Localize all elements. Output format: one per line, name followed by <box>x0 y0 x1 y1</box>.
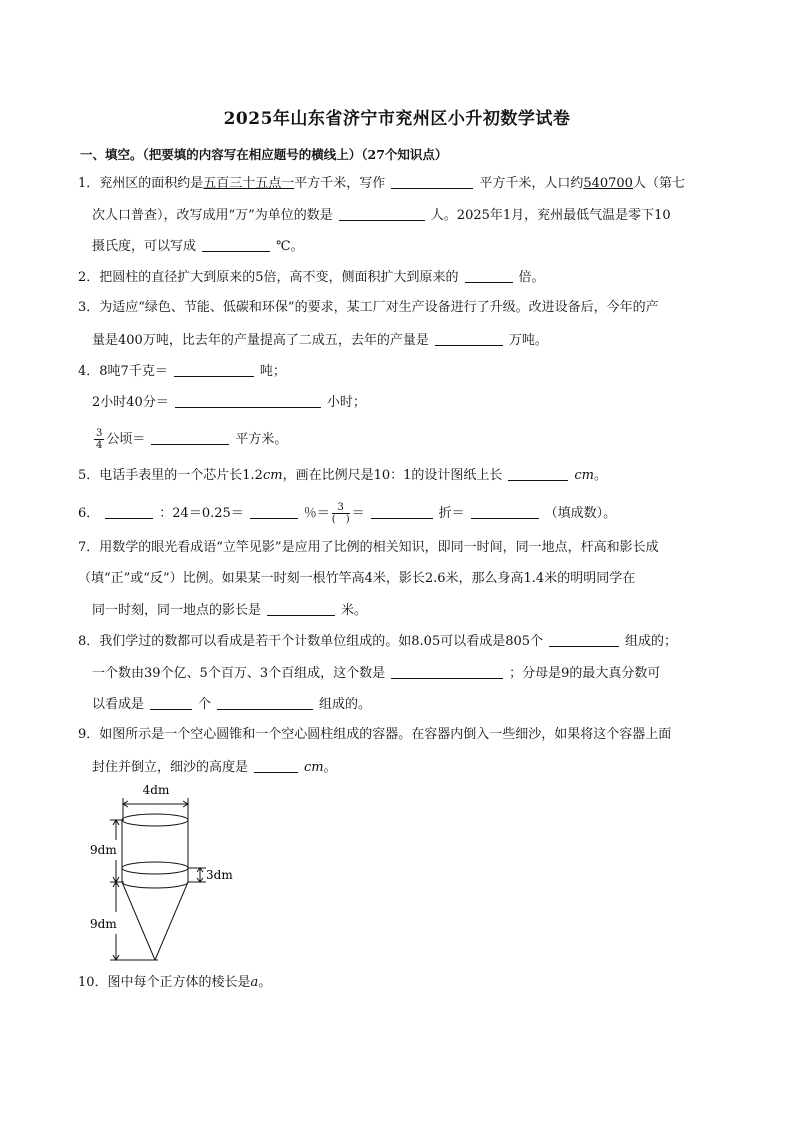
question-1-line-2: 次人口普查），改写成用“万”为单位的数是 人。2025年1月，兖州最低气温是零下10 <box>92 208 671 223</box>
cone-left-side <box>122 882 155 960</box>
answer-blank[interactable] <box>267 602 335 616</box>
sand-level <box>122 862 188 874</box>
answer-blank[interactable] <box>151 431 229 445</box>
answer-blank[interactable] <box>471 505 539 519</box>
label-4dm: 4dm <box>142 783 170 797</box>
page-title: 2025年山东省济宁市兖州区小升初数学试卷 <box>223 109 571 129</box>
question-3-line-1: 3．为适应“绿色、节能、低碳和环保”的要求，某工厂对生产设备进行了升级。改进设备后，今年的产 <box>78 300 659 315</box>
answer-blank[interactable] <box>150 696 192 710</box>
question-7-line-2: （填“正”或“反”）比例。如果某一时刻一根竹竿高4米，影长2.6米，那么身高1.4米的明明同学在 <box>78 571 636 586</box>
question-10: 10．图中每个正方体的棱长是a。 <box>78 975 272 990</box>
question-7-line-3: 同一时刻，同一地点的影长是 米。 <box>92 603 368 618</box>
question-1-line-3: 摄氏度，可以写成 ℃。 <box>92 239 304 254</box>
answer-blank[interactable] <box>105 505 153 519</box>
question-8-line-2: 一个数由39个亿、5个百万、3个百组成，这个数是 ；分母是9的最大真分数可 <box>92 666 661 681</box>
question-8-line-3: 以看成是 个 组成的。 <box>92 697 372 712</box>
answer-blank[interactable] <box>174 363 254 377</box>
cylinder-bottom <box>122 882 188 888</box>
answer-blank[interactable] <box>391 175 473 189</box>
label-9dm-bottom: 9dm <box>90 917 117 931</box>
answer-blank[interactable] <box>508 467 568 481</box>
question-8-line-1: 8．我们学过的数都可以看成是若干个计数单位组成的。如8.05可以看成是805个 组成的； <box>78 634 678 649</box>
answer-blank[interactable] <box>339 207 425 221</box>
answer-blank[interactable] <box>250 505 298 519</box>
fraction: $\frac{3}{4}$ <box>96 428 103 451</box>
answer-blank[interactable] <box>217 696 313 710</box>
question-5: 5．电话手表里的一个芯片长1.2cm，画在比例尺是10：1的设计图纸上长 cm。 <box>78 468 608 483</box>
answer-blank[interactable] <box>549 633 619 647</box>
answer-blank[interactable] <box>202 238 270 252</box>
fraction: $\frac{3}{( )}$ <box>331 502 350 525</box>
question-9-line-1: 9．如图所示是一个空心圆锥和一个空心圆柱组成的容器。在容器内倒入一些细沙，如果将这个容器上面 <box>78 727 672 742</box>
cylinder-top <box>122 814 188 826</box>
section-heading: 一、填空。（把要填的内容写在相应题号的横线上）（27个知识点） <box>80 147 448 162</box>
answer-blank[interactable] <box>371 505 433 519</box>
answer-blank[interactable] <box>465 269 513 283</box>
question-9-line-2: 封住并倒立，细沙的高度是 cm。 <box>92 760 337 775</box>
answer-blank[interactable] <box>391 665 503 679</box>
question-4-b: 2小时40分＝ 小时； <box>92 395 366 410</box>
question-3-line-2: 量是400万吨，比去年的产量提高了二成五，去年的产量是 万吨。 <box>92 333 548 348</box>
answer-blank[interactable] <box>254 759 298 773</box>
question-6: 6． ：24＝0.25＝ ％＝ $\frac{3}{( )}$ ＝ 折＝ （填成数）。 <box>78 502 617 525</box>
question-7-line-1: 7．用数学的眼光看成语“立竿见影”是应用了比例的相关知识，即同一时间，同一地点，杆高和影长成 <box>78 540 659 555</box>
question-4-a: 4．8吨7千克＝ 吨； <box>78 364 286 379</box>
answer-blank[interactable] <box>175 394 321 408</box>
label-9dm-top: 9dm <box>90 843 117 857</box>
question-2: 2．把圆柱的直径扩大到原来的5倍，高不变，侧面积扩大到原来的 倍。 <box>78 270 545 285</box>
question-1-line-1: 1．兖州区的面积约是五百三十五点一平方千米，写作 平方千米，人口约540700人（第七 <box>78 176 685 191</box>
label-3dm: 3dm <box>206 868 233 882</box>
answer-blank[interactable] <box>435 332 503 346</box>
question-4-c: $\frac{3}{4}$ 公顷＝ 平方米。 <box>96 428 288 451</box>
container-figure <box>88 782 268 972</box>
cone-right-side <box>155 882 188 960</box>
